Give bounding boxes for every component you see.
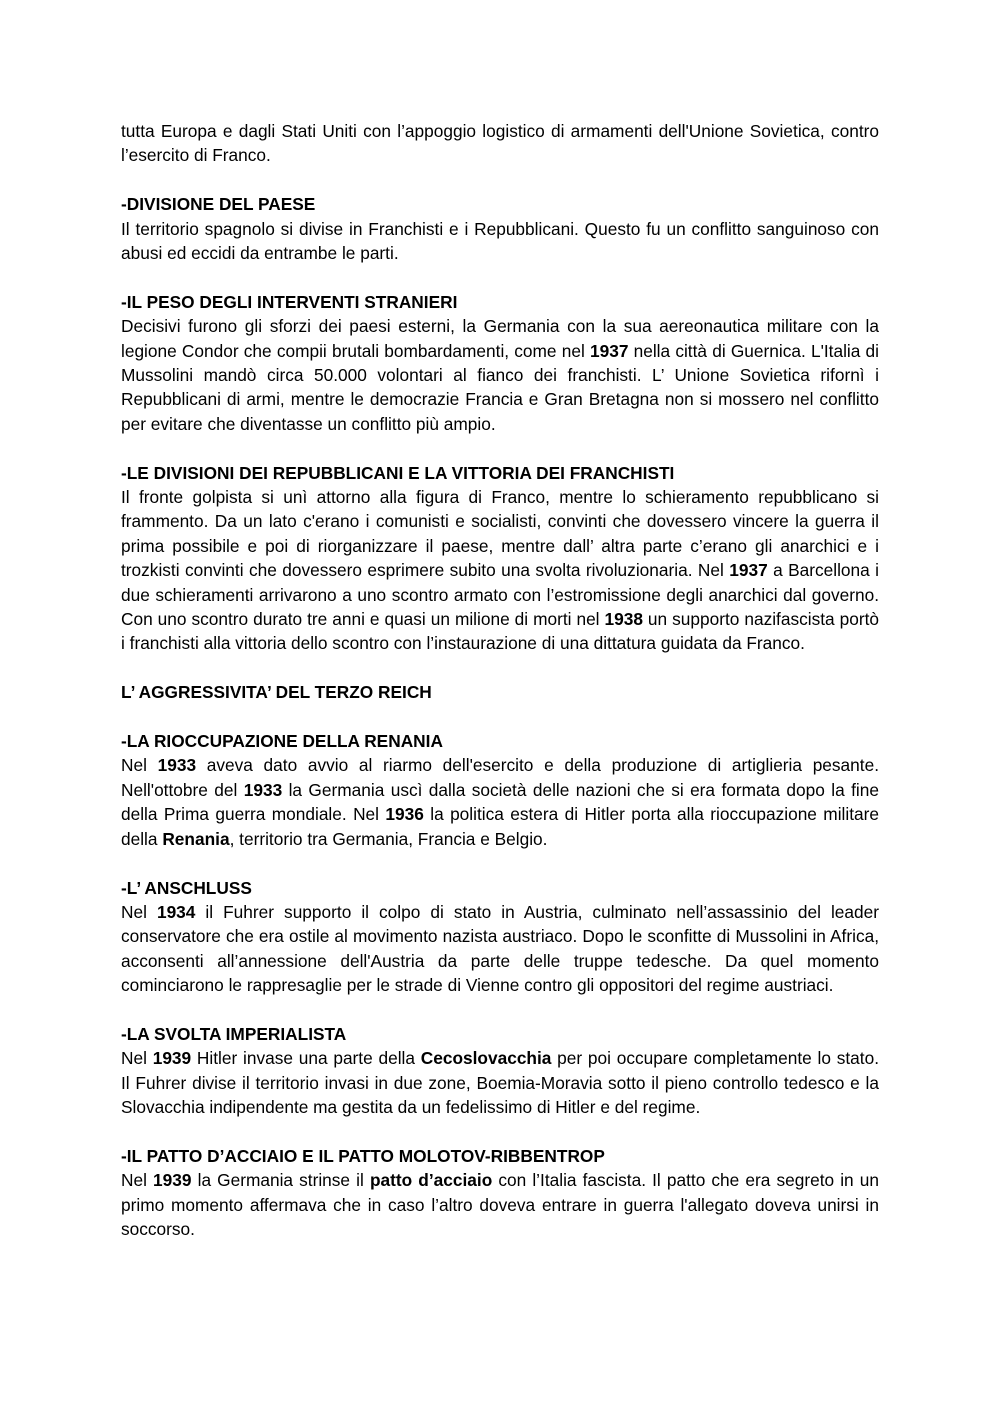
text-run: nella città di Guernica. L'Italia di Mussolini mandò circa 50.000 volontari al fianco dei franchisti. L’ Unione Sovietica rifornì i Repubblicani di armi, mentre le democrazie Francia e Gran Bretagna non si mossero nel conflitto per evitare che diventasse un conflitto più ampio. [121,340,880,434]
section-heading: -L’ ANSCHLUSS [121,877,252,898]
section-heading: -IL PATTO D’ACCIAIO E IL PATTO MOLOTOV-RIBBENTROP [121,1145,605,1166]
text-run: la politica estera di Hitler porta alla rioccupazione militare della [121,804,879,849]
sections-container [121,168,879,1242]
section-paragraph [121,753,879,851]
document-page [121,119,879,1242]
text-run: la Germania strinse il [191,1170,370,1191]
section-heading: -DIVISIONE DEL PAESE [121,194,316,215]
text-run: Decisivi furono gli sforzi dei paesi esterni, la Germania con la sua aereonautica militare con la legione Condor che compii brutali bombardamenti, come nel [121,316,879,361]
bold-text-run: 1939 [152,1048,192,1069]
text-run: un supporto nazifascista portò i franchisti alla vittoria dello scontro con l’instaurazione di una dittatura guidata da Franco. [121,609,879,654]
blank-line [121,705,879,729]
section-paragraph [121,900,879,998]
blank-line [121,656,879,680]
section-paragraph [121,1168,879,1241]
bold-text-run: Renania [162,828,230,849]
text-run: Nel [121,755,158,776]
bold-text-run: 1934 [156,901,196,922]
blank-line [121,998,879,1022]
bold-text-run: 1939 [153,1170,192,1191]
text-run: per poi occupare completamente lo stato. Il Fuhrer divise il territorio invasi in due zone, Boemia-Moravia sotto il pieno controllo tedesco e la Slovacchia indipendente ma gestita da un fedelissimo di Hitler e del regime. [121,1048,879,1118]
section-heading: -IL PESO DEGLI INTERVENTI STRANIERI [121,291,458,312]
bold-text-run: 1933 [157,755,197,776]
bold-text-run: patto d’acciaio [369,1170,493,1191]
text-run: Il fronte golpista si unì attorno alla figura di Franco, mentre lo schieramento repubblicano si frammento. Da un lato c'erano i comunisti e socialisti, convinti che dovessero vincere la guerra il prima possibile e poi di riorganizzare il paese, mentre dall’ altra parte c’erano gli anarchici e i trozkisti convinti che dovessero esprimere subito una svolta rivoluzionaria. Nel [121,487,879,581]
blank-line [121,168,879,192]
text-run: Hitler invase una parte della [191,1048,421,1069]
blank-line [121,265,879,289]
section-heading: -LA RIOCCUPAZIONE DELLA RENANIA [121,731,443,752]
text-run: a Barcellona i due schieramenti arrivarono a uno scontro armato con l’estromissione degli anarchici dal governo. Con uno scontro durato tre anni e quasi un milione di morti nel [121,560,879,630]
section-heading: L’ AGGRESSIVITA’ DEL TERZO REICH [121,682,432,703]
section-paragraph [121,314,879,436]
bold-text-run: 1937 [729,560,768,581]
text-run: la Germania uscì dalla società delle nazioni che si era formata dopo la fine della Prima guerra mondiale. Nel [121,779,879,825]
text-run: Nel [121,1170,154,1191]
text-run: Nel [121,901,157,922]
text-run: Il territorio spagnolo si divise in Franchisti e i Repubblicani. Questo fu un conflitto sanguinoso con abusi ed eccidi da entrambe le parti. [121,218,879,264]
bold-text-run: 1936 [385,804,424,825]
bold-text-run: 1937 [589,340,629,361]
section-heading: -LA SVOLTA IMPERIALISTA [121,1023,347,1044]
text-run: con l’Italia fascista. Il patto che era segreto in un primo momento affermava che in caso l’altro doveva entrare in guerra l'allegato doveva unirsi in soccorso. [121,1170,879,1240]
blank-line [121,851,879,875]
intro-paragraph [121,119,879,168]
section-heading: -LE DIVISIONI DEI REPUBBLICANI E LA VITTORIA DEI FRANCHISTI [121,462,675,483]
bold-text-run: 1933 [243,779,283,800]
bold-text-run: Cecoslovacchia [420,1048,552,1069]
text-run: il Fuhrer supporto il colpo di stato in Austria, culminato nell’assassinio del leader conservatore che era ostile al movimento nazista austriaco. Dopo le sconfitte di Mussolini in Africa, acconsenti all’annessione dell'Austria da parte delle truppe tedesche. Da quel momento cominciarono le rappresaglie per le strade di Vienne contro gli oppositori del regime austriaci. [121,901,879,996]
text-run: tutta Europa e dagli Stati Uniti con l’appoggio logistico di armamenti dell'Unione Sovietica, contro l’esercito di Franco. [121,121,879,166]
section-paragraph [121,485,879,656]
bold-text-run: 1938 [604,609,643,630]
blank-line [121,1120,879,1144]
section-paragraph [121,1046,879,1119]
blank-line [121,436,879,460]
section-paragraph [121,217,879,266]
text-run: aveva dato avvio al riarmo dell'esercito e della produzione di artiglieria pesante. Nell'ottobre del [121,755,879,800]
text-run: , territorio tra Germania, Francia e Belgio. [229,828,548,849]
text-run: Nel [121,1048,153,1069]
